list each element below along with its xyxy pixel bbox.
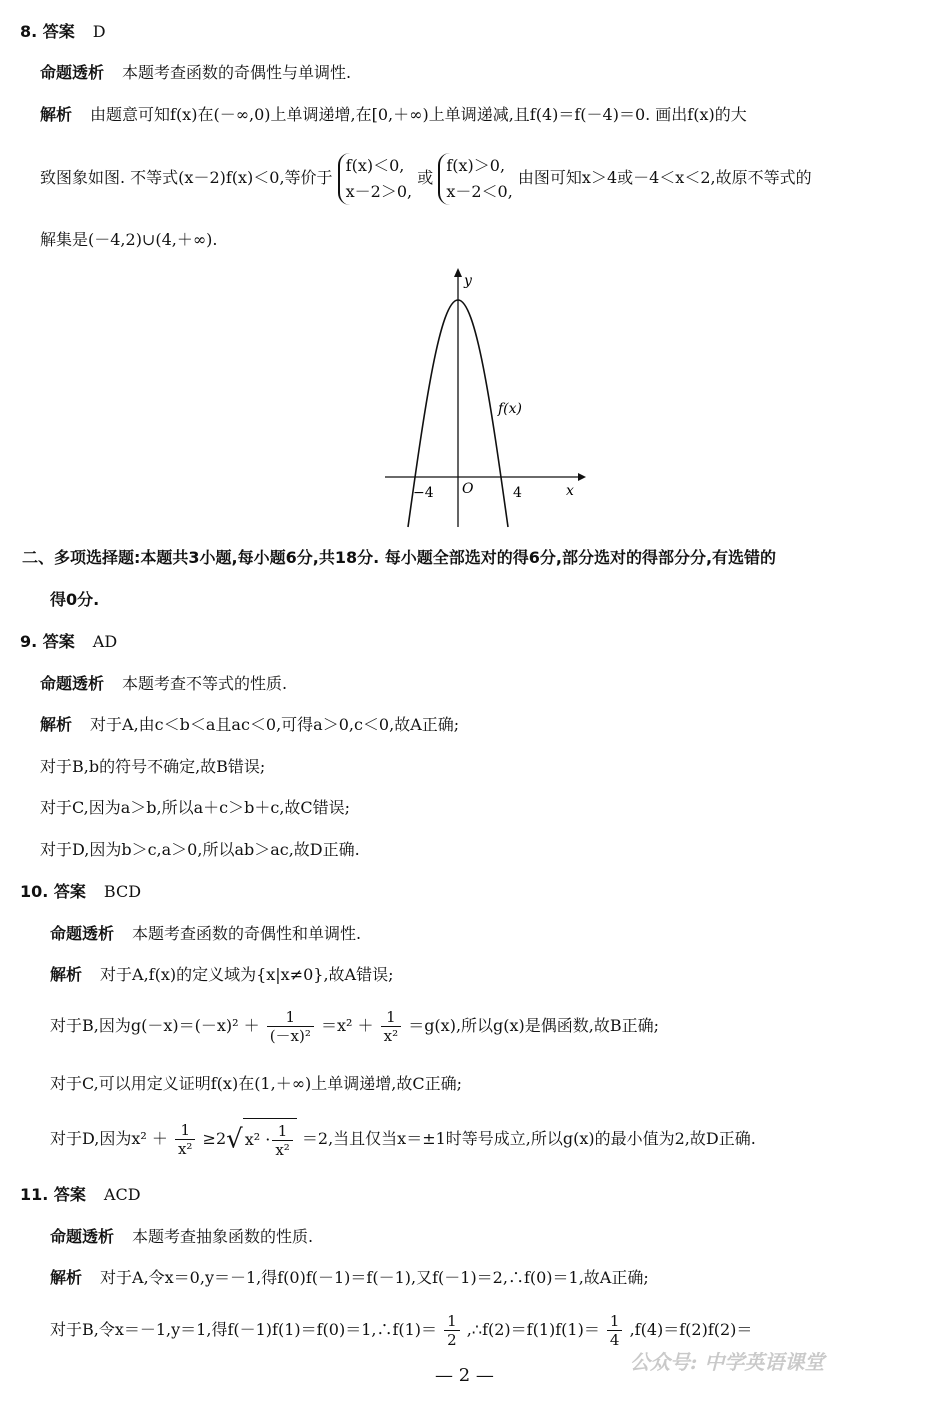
q11-option-b	[50, 1309, 752, 1351]
or-word: 或	[417, 168, 434, 187]
q11-answer: ACD	[103, 1185, 141, 1204]
q9-option-c: 对于C,因为a＞b,所以a＋c＞b＋c,故C错误;	[40, 798, 351, 817]
q10-number: 10. 答案	[20, 882, 86, 901]
q11-analysis	[50, 1268, 649, 1288]
sqrt-sign: √	[226, 1124, 243, 1155]
denominator: x²	[383, 1027, 399, 1045]
fraction	[272, 1122, 292, 1159]
q9-header	[20, 632, 117, 652]
q10-intent	[50, 924, 361, 944]
denominator: 4	[609, 1331, 620, 1349]
q10-analysis	[50, 965, 394, 985]
fraction	[444, 1312, 460, 1349]
intent-label: 命题透析	[50, 1227, 115, 1246]
analysis-label: 解析	[50, 1268, 83, 1287]
intent-label: 命题透析	[40, 674, 105, 693]
fraction	[175, 1121, 195, 1158]
q9-option-b: 对于B,b的符号不确定,故B错误;	[40, 757, 266, 776]
y-arrow-icon	[454, 268, 462, 277]
analysis-label: 解析	[40, 715, 73, 734]
q10-option-c: 对于C,可以用定义证明f(x)在(1,＋∞)上单调递增,故C正确;	[50, 1074, 462, 1093]
q11-header	[20, 1185, 141, 1205]
q9-answer: AD	[92, 632, 118, 651]
q8-number: 8. 答案	[20, 22, 75, 41]
inequality-system-a	[338, 153, 412, 205]
page-number: — 2 —	[435, 1365, 494, 1386]
q9-intent	[40, 674, 287, 694]
q8-analysis-line3: 解集是(－4,2)∪(4,＋∞).	[40, 230, 218, 249]
q11-intent	[50, 1227, 313, 1247]
numerator: 1	[175, 1121, 195, 1140]
intent-text: 本题考查函数的奇偶性和单调性.	[132, 924, 362, 943]
q8-answer: D	[92, 22, 106, 41]
tick-label-4: 4	[513, 485, 522, 501]
q9-analysis	[40, 715, 459, 735]
q10-option-b	[50, 1006, 659, 1046]
inequality-system-b	[438, 153, 512, 205]
origin-label: O	[462, 481, 474, 497]
intent-label: 命题透析	[40, 63, 105, 82]
x-axis-label: x	[566, 483, 574, 499]
intent-label: 命题透析	[50, 924, 115, 943]
system-line: f(x)＜0,	[345, 155, 405, 175]
system-line: f(x)＞0,	[446, 155, 506, 175]
curve-label: f(x)	[498, 401, 523, 417]
text: 由图可知x＞4或－4＜x＜2,故原不等式的	[517, 168, 812, 187]
analysis-text: 对于A,f(x)的定义域为{x|x≠0},故A错误;	[100, 965, 394, 984]
q11-number: 11. 答案	[20, 1185, 86, 1204]
function-graph	[380, 265, 590, 530]
text: ,f(4)＝f(2)f(2)＝	[629, 1320, 753, 1339]
fraction	[381, 1008, 401, 1045]
q8-header	[20, 22, 106, 42]
q10-answer: BCD	[103, 882, 142, 901]
y-axis-label: y	[464, 273, 472, 289]
tick-label-neg4: −4	[413, 485, 434, 501]
text: 致图象如图. 不等式(x－2)f(x)＜0,等价于	[40, 168, 333, 187]
text: 对于B,令x＝－1,y＝1,得f(－1)f(1)＝f(0)＝1,∴f(1)＝	[50, 1320, 438, 1339]
q9-number: 9. 答案	[20, 632, 75, 651]
numerator: 1	[444, 1312, 460, 1331]
system-line: x－2＜0,	[446, 181, 513, 201]
intent-text: 本题考查不等式的性质.	[122, 674, 288, 693]
q8-intent	[40, 63, 351, 83]
system-line: x－2＞0,	[345, 181, 413, 201]
numerator: 1	[272, 1122, 292, 1141]
text: ≥2	[202, 1129, 227, 1148]
text: x² ·	[244, 1130, 271, 1149]
numerator: 1	[381, 1008, 401, 1027]
q8-analysis-line2	[40, 150, 812, 206]
text: 对于D,因为x² ＋	[50, 1129, 168, 1148]
fraction	[607, 1312, 623, 1349]
sqrt-body	[243, 1118, 297, 1161]
text: ＝g(x),所以g(x)是偶函数,故B正确;	[408, 1016, 660, 1035]
text: ＝x² ＋	[320, 1016, 374, 1035]
analysis-text: 由题意可知f(x)在(－∞,0)上单调递增,在[0,＋∞)上单调递减,且f(4)＝f(－4)＝0. 画出f(x)的大	[90, 105, 747, 124]
denominator: (－x)²	[269, 1027, 311, 1045]
q9-option-d: 对于D,因为b＞c,a＞0,所以ab＞ac,故D正确.	[40, 840, 360, 859]
analysis-label: 解析	[40, 105, 73, 124]
section2-title-cont: 得0分.	[50, 590, 100, 609]
fraction	[267, 1008, 314, 1045]
intent-text: 本题考查抽象函数的性质.	[132, 1227, 314, 1246]
q8-analysis-line1	[40, 105, 747, 125]
analysis-text: 对于A,由c＜b＜a且ac＜0,可得a＞0,c＜0,故A正确;	[90, 715, 460, 734]
text: 对于B,因为g(－x)＝(－x)² ＋	[50, 1016, 260, 1035]
x-arrow-icon	[578, 473, 586, 481]
q10-option-d	[50, 1118, 756, 1161]
analysis-text: 对于A,令x＝0,y＝－1,得f(0)f(－1)＝f(－1),又f(－1)＝2,∴f(0)＝1,故A正确;	[100, 1268, 649, 1287]
text: ＝2,当且仅当x＝±1时等号成立,所以g(x)的最小值为2,故D正确.	[301, 1129, 756, 1148]
denominator: x²	[177, 1140, 193, 1158]
denominator: 2	[447, 1331, 457, 1349]
denominator: x²	[275, 1141, 290, 1159]
intent-text: 本题考查函数的奇偶性与单调性.	[122, 63, 352, 82]
analysis-label: 解析	[50, 965, 83, 984]
text: ,∴f(2)＝f(1)f(1)＝	[466, 1320, 600, 1339]
q10-header	[20, 882, 141, 902]
numerator: 1	[607, 1312, 623, 1331]
numerator: 1	[267, 1008, 314, 1027]
watermark: 公众号: 中学英语课堂	[630, 1350, 825, 1374]
section2-title: 二、多项选择题:本题共3小题,每小题6分,共18分. 每小题全部选对的得6分,部分选对的得部分分,有选错的	[22, 548, 777, 567]
